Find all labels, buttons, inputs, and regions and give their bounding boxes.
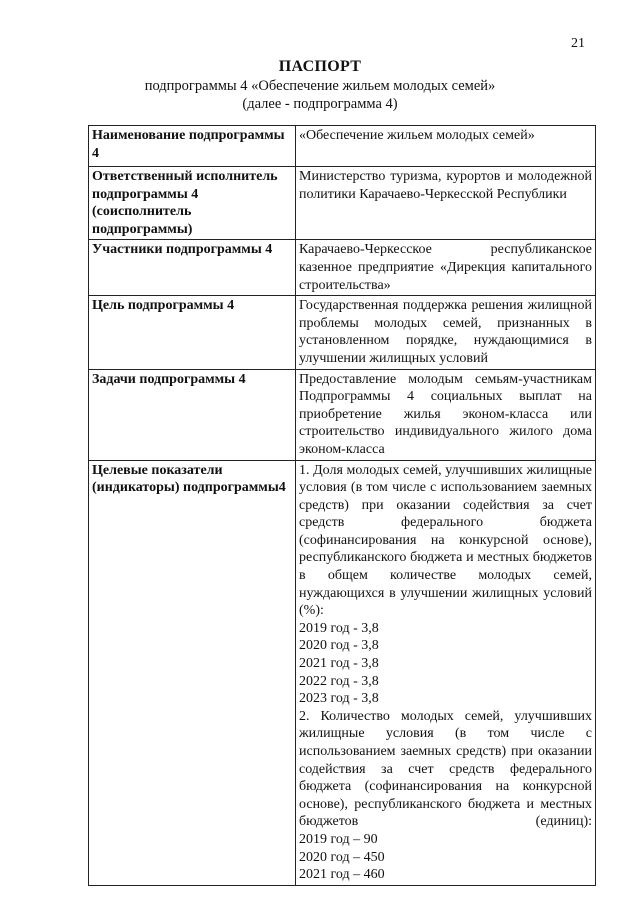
document-subtitle: подпрограммы 4 «Обеспечение жильем молодых семей» xyxy=(144,78,496,94)
indicator-2-year: 2020 год – 450 xyxy=(299,849,385,865)
row-value: Карачаево-Черкесское республиканское казенное предприятие «Дирекция капитального строительства» xyxy=(296,240,596,296)
table-row xyxy=(89,126,596,167)
indicator-2-year: 2019 год – 90 xyxy=(299,831,378,847)
row-value: Государственная поддержка решения жилищной проблемы молодых семей, признанных в установленном порядке, нуждающимися в улучшении жилищных условий xyxy=(296,296,596,369)
document-heading xyxy=(0,57,640,113)
passport-table xyxy=(88,125,596,886)
row-value: «Обеспечение жильем молодых семей» xyxy=(296,126,596,167)
row-value: Министерство туризма, курортов и молодежной политики Карачаево-Черкесской Республики xyxy=(296,167,596,240)
indicator-1-year: 2021 год - 3,8 xyxy=(299,656,379,672)
page-number: 21 xyxy=(571,36,585,51)
table-row xyxy=(89,369,596,460)
indicator-1-year: 2020 год - 3,8 xyxy=(299,638,379,654)
indicator-1-year: 2022 год - 3,8 xyxy=(299,673,379,689)
table-row xyxy=(89,460,596,885)
indicator-2-text: 2. Количество молодых семей, улучшивших жилищные условия (в том числе с использованием заемных средств) при оказании содействия за счет средств федерального бюджета (софинансирования на конкурсной основе), республиканского бюджета и местных бюджетов (единиц): xyxy=(299,708,592,830)
indicator-1-text: 1. Доля молодых семей, улучшивших жилищные условия (в том числе с использованием заемных средств) при оказании содействия за счет средств федерального бюджета (софинансирования на конкурсной основе), республиканского бюджета и местных бюджетов в общем количестве молодых семей, нуждающихся в улучшении жилищных условий (%): xyxy=(299,462,592,619)
indicators-cell xyxy=(296,460,596,885)
row-label: Задачи подпрограммы 4 xyxy=(89,369,296,460)
indicator-2-year: 2021 год – 460 xyxy=(299,867,385,883)
table-row xyxy=(89,240,596,296)
document-subtitle-note: (далее - подпрограмма 4) xyxy=(242,96,398,112)
row-label: Ответственный исполнитель подпрограммы 4 (соисполнитель подпрограммы) xyxy=(89,167,296,240)
table-row xyxy=(89,167,596,240)
table-row xyxy=(89,296,596,369)
row-label: Целевые показатели (индикаторы) подпрограммы4 xyxy=(89,460,296,885)
row-label: Участники подпрограммы 4 xyxy=(89,240,296,296)
row-label: Цель подпрограммы 4 xyxy=(89,296,296,369)
document-title: ПАСПОРТ xyxy=(278,58,362,75)
indicator-1-year: 2023 год - 3,8 xyxy=(299,691,379,707)
row-value: Предоставление молодым семьям-участникам Подпрограммы 4 социальных выплат на приобретение жилья эконом-класса или строительство индивидуального жилого дома эконом-класса xyxy=(296,369,596,460)
indicator-1-year: 2019 год - 3,8 xyxy=(299,620,379,636)
row-label: Наименование подпрограммы 4 xyxy=(89,126,296,167)
